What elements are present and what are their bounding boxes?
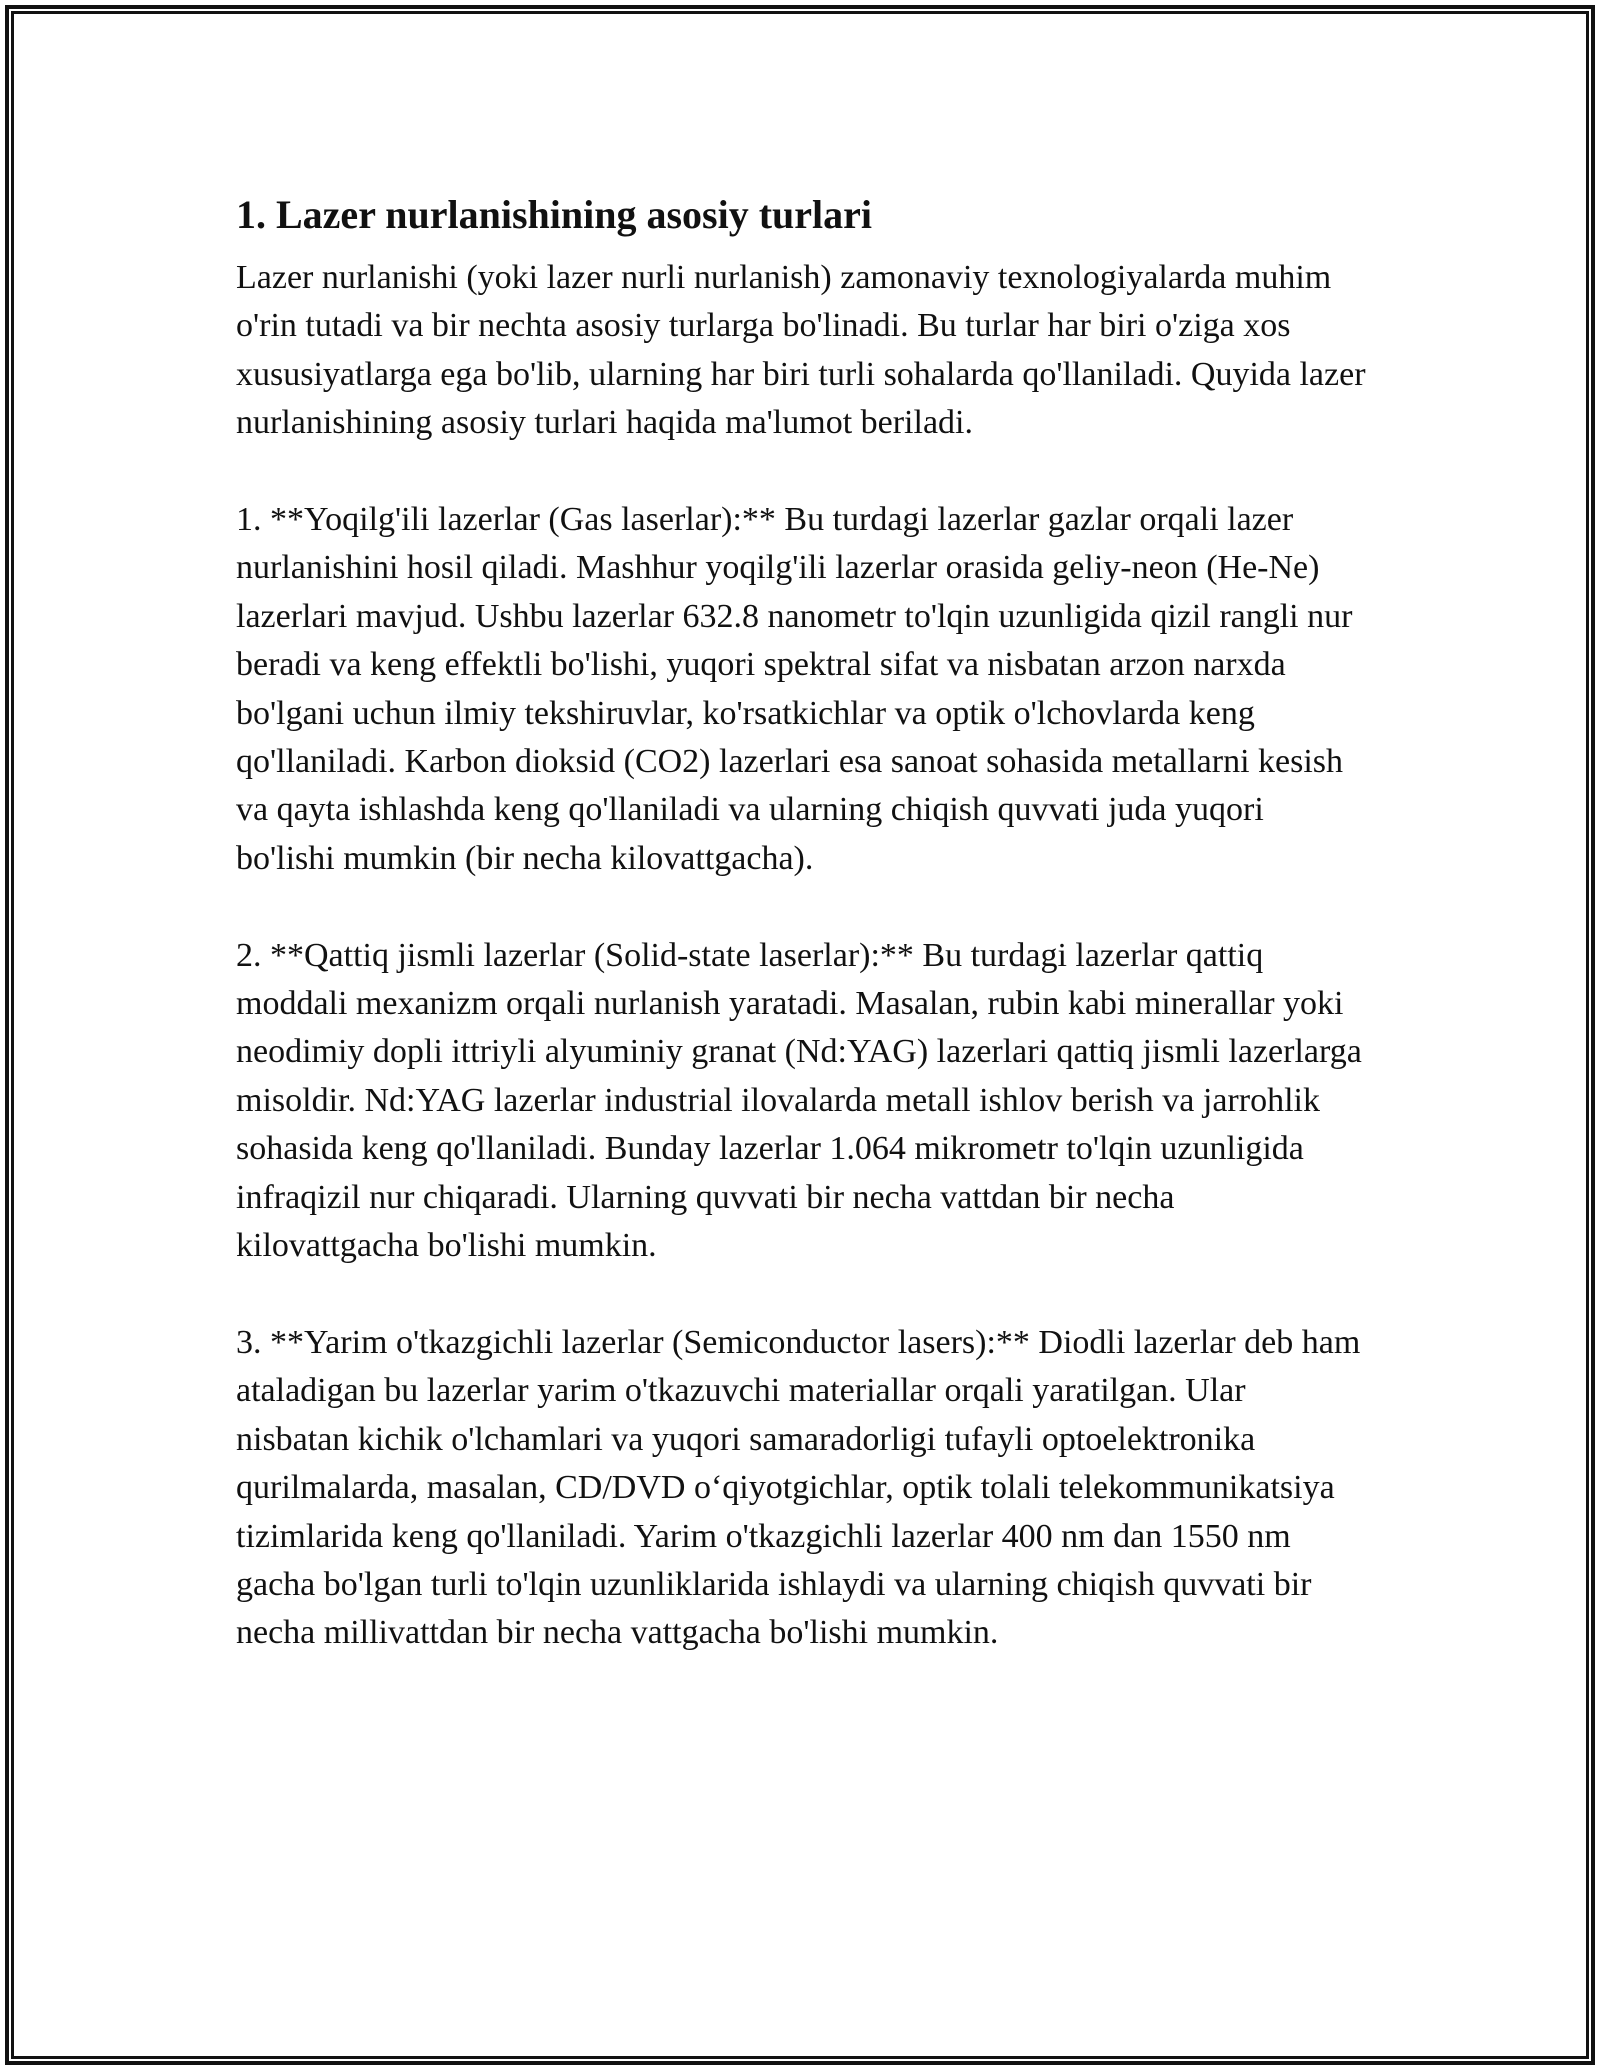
solid-state-lasers-paragraph: 2. **Qattiq jismli lazerlar (Solid-state laserlar):** Bu turdagi lazerlar qattiq moddali mexanizm orqali nurlanish yaratadi. Masalan, rubin kabi minerallar yoki neodimiy dopli ittriyli alyuminiy granat (Nd:YAG) lazerlari qattiq jismli lazerlarga misoldir. Nd:YAG lazerlar industrial ilovalarda metall ishlov berish va jarrohlik sohasida keng qo'llaniladi. Bunday lazerlar 1.064 mikrometr to'lqin uzunligida infraqizil nur chiqaradi. Ularning quvvati bir necha vattdan bir necha kilovattgacha bo'lishi mumkin. — [236, 936, 1362, 1265]
document-title: 1. Lazer nurlanishining asosiy turlari — [236, 192, 873, 237]
gas-lasers-paragraph: 1. **Yoqilg'ili lazerlar (Gas laserlar):** Bu turdagi lazerlar gazlar orqali lazer nurlanishini hosil qiladi. Mashhur yoqilg'ili lazerlar orasida geliy-neon (He-Ne) lazerlari mavjud. Ushbu lazerlar 632.8 nanometr to'lqin uzunligida qizil rangli nur beradi va keng effektli bo'lishi, yuqori spektral sifat va nisbatan arzon narxda bo'lgani uchun ilmiy tekshiruvlar, ko'rsatkichlar va optik o'lchovlarda keng qo'llaniladi. Karbon dioksid (CO2) lazerlari esa sanoat sohasida metallarni kesish va qayta ishlashda keng qo'llaniladi va ularning chiqish quvvati juda yuqori bo'lishi mumkin (bir necha kilovattgacha). — [236, 501, 1353, 877]
semiconductor-lasers-paragraph: 3. **Yarim o'tkazgichli lazerlar (Semiconductor lasers):** Diodli lazerlar deb ham ataladigan bu lazerlar yarim o'tkazuvchi materiallar orqali yaratilgan. Ular nisbatan kichik o'lchamlari va yuqori samaradorligi tufayli optoelektronika qurilmalarda, masalan, CD/DVD o‘qiyotgichlar, optik tolali telekommunikatsiya tizimlarida keng qo'llaniladi. Yarim o'tkazgichli lazerlar 400 nm dan 1550 nm gacha bo'lgan turli to'lqin uzunliklarida ishlaydi va ularning chiqish quvvati bir necha millivattdan bir necha vattgacha bo'lishi mumkin. — [236, 1323, 1361, 1652]
document-body — [236, 186, 1366, 1706]
intro-paragraph: Lazer nurlanishi (yoki lazer nurli nurlanish) zamonaviy texnologiyalarda muhim o'rin tutadi va bir nechta asosiy turlarga bo'linadi. Bu turlar har biri o'ziga xos xususiyatlarga ega bo'lib, ularning har biri turli sohalarda qo'llaniladi. Quyida lazer nurlanishining asosiy turlari haqida ma'lumot beriladi. — [236, 259, 1366, 442]
